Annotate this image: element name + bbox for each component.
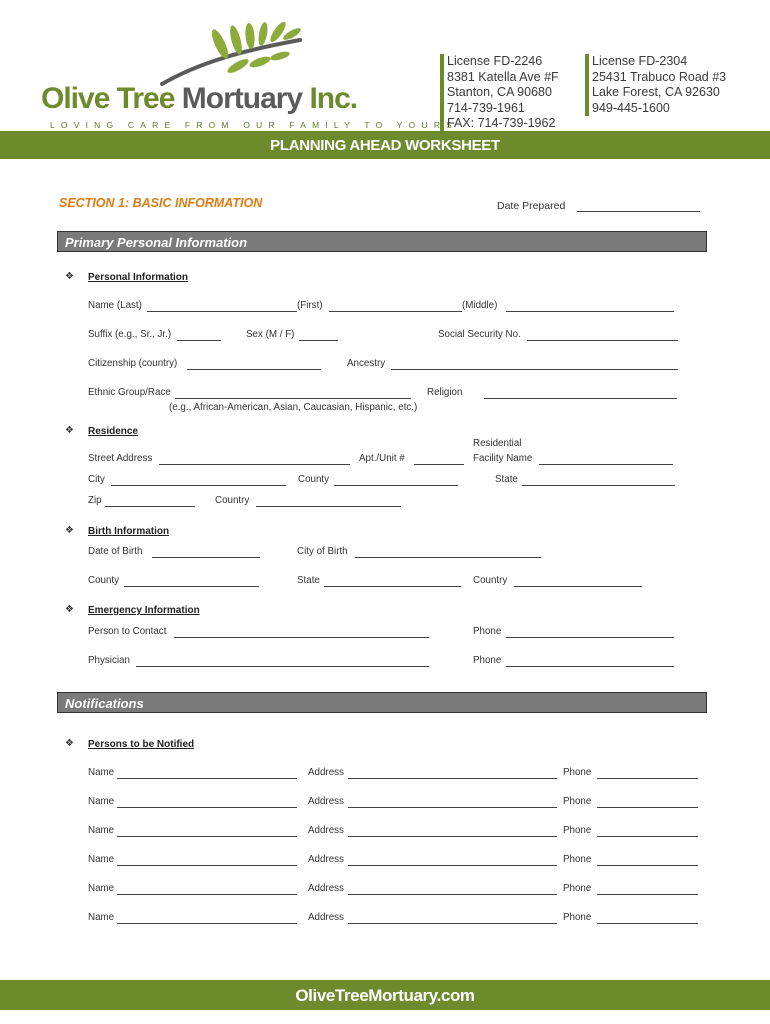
notify-phone-field[interactable] [597,923,698,924]
notify-address-label: Address [308,883,344,894]
ethnic-group-field[interactable] [175,398,411,399]
notify-name-field[interactable] [117,807,297,808]
diamond-bullet-icon: ❖ [65,738,74,749]
stanton-fax: FAX: 714-739-1962 [447,116,556,130]
notify-name-label: Name [88,883,115,894]
citizenship-label: Citizenship (country) [88,358,178,369]
notify-name-field[interactable] [117,836,297,837]
notify-phone-label: Phone [563,883,592,894]
notify-address-field[interactable] [348,923,557,924]
date-prepared-label: Date Prepared [497,200,566,212]
birth-date-label: Date of Birth [88,546,143,557]
birth-city-label: City of Birth [297,546,348,557]
birth-country-field[interactable] [514,586,642,587]
notify-phone-label: Phone [563,796,592,807]
notify-phone-label: Phone [563,854,592,865]
birth-state-field[interactable] [324,586,461,587]
contact-phone-field[interactable] [506,637,674,638]
notify-address-field[interactable] [348,894,557,895]
name-first-field[interactable] [329,311,462,312]
sex-field[interactable] [299,340,338,341]
zip-field[interactable] [105,506,195,507]
footer-website-bar [0,980,770,1010]
physician-phone-field[interactable] [506,666,674,667]
ethnic-group-note: (e.g., African-American, Asian, Caucasian, Hispanic, etc.) [169,402,418,413]
notify-address-field[interactable] [348,865,557,866]
citizenship-field[interactable] [187,369,321,370]
city-field[interactable] [111,485,286,486]
diamond-bullet-icon: ❖ [65,604,74,615]
country-field[interactable] [256,506,401,507]
lakeforest-phone: 949-445-1600 [592,100,670,115]
diamond-bullet-icon: ❖ [65,271,74,282]
lakeforest-city: Lake Forest, CA 92630 [592,85,720,99]
religion-label: Religion [427,387,463,398]
notify-name-label: Name [88,825,115,836]
name-middle-label: (Middle) [462,300,498,311]
notify-address-field[interactable] [348,778,557,779]
ethnic-group-label: Ethnic Group/Race [88,387,171,398]
name-middle-field[interactable] [506,311,674,312]
contact-block-lake-forest [585,54,726,116]
name-first-label: (First) [297,300,323,311]
residential-label-line1: Residential [473,438,522,449]
notify-name-field[interactable] [117,894,297,895]
birth-country-label: Country [473,575,508,586]
notify-address-label: Address [308,912,344,923]
ancestry-field[interactable] [391,369,678,370]
lakeforest-address: 25431 Trabuco Road #3 [592,69,727,84]
street-address-field[interactable] [159,464,350,465]
birth-city-field[interactable] [355,557,541,558]
facility-name-field[interactable] [539,464,673,465]
personal-info-heading: Personal Information [88,272,189,283]
physician-label: Physician [88,655,130,666]
notify-name-field[interactable] [117,778,297,779]
birth-county-label: County [88,575,120,586]
primary-info-bar: Primary Personal Information [57,231,707,252]
notify-phone-label: Phone [563,767,592,778]
ssn-field[interactable] [527,340,678,341]
lakeforest-license: License FD-2304 [592,54,688,68]
state-label: State [495,474,518,485]
notify-address-label: Address [308,796,344,807]
suffix-label: Suffix (e.g., Sr., Jr.) [88,329,172,340]
physician-phone-label: Phone [473,655,502,666]
emergency-info-heading: Emergency Information [88,605,200,616]
company-logo-wordmark [41,82,357,116]
notify-phone-field[interactable] [597,865,698,866]
suffix-field[interactable] [177,340,221,341]
country-label: Country [215,495,250,506]
apt-unit-field[interactable] [414,464,464,465]
sex-label: Sex (M / F) [246,329,295,340]
county-label: County [298,474,330,485]
notify-phone-field[interactable] [597,778,698,779]
residence-heading: Residence [88,426,139,437]
zip-label: Zip [88,495,102,506]
stanton-license: License FD-2246 [447,54,543,68]
notify-name-label: Name [88,767,115,778]
date-prepared-field[interactable] [577,211,700,212]
contact-person-field[interactable] [174,637,429,638]
city-label: City [88,474,105,485]
notify-name-label: Name [88,912,115,923]
logo-text-mortuary: Mortuary [181,82,303,115]
notify-address-field[interactable] [348,807,557,808]
notify-phone-field[interactable] [597,807,698,808]
name-last-field[interactable] [147,311,297,312]
company-tagline: LOVING CARE FROM OUR FAMILY TO YOURS [50,120,459,130]
section-1-title: SECTION 1: BASIC INFORMATION [59,196,263,210]
physician-field[interactable] [136,666,429,667]
website-link[interactable]: OliveTreeMortuary.com [295,986,475,1005]
notify-address-label: Address [308,825,344,836]
notify-name-label: Name [88,854,115,865]
diamond-bullet-icon: ❖ [65,525,74,536]
contact-phone-label: Phone [473,626,502,637]
facility-name-label: Facility Name [473,453,533,464]
birth-county-field[interactable] [124,586,259,587]
logo-text-olive-tree: Olive Tree [41,82,182,115]
notify-name-label: Name [88,796,115,807]
birth-date-field[interactable] [152,557,260,558]
name-last-label: Name (Last) [88,300,142,311]
birth-state-label: State [297,575,320,586]
contact-block-stanton [440,54,559,132]
stanton-phone: 714-739-1961 [447,100,525,115]
apt-unit-label: Apt./Unit # [359,453,405,464]
notify-address-label: Address [308,854,344,865]
notify-phone-field[interactable] [597,836,698,837]
notify-phone-label: Phone [563,825,592,836]
worksheet-title-bar: PLANNING AHEAD WORKSHEET [0,131,770,159]
religion-field[interactable] [484,398,677,399]
notify-phone-label: Phone [563,912,592,923]
contact-person-label: Person to Contact [88,626,167,637]
ssn-label: Social Security No. [438,329,521,340]
birth-info-heading: Birth Information [88,526,170,537]
notify-address-field[interactable] [348,836,557,837]
ancestry-label: Ancestry [347,358,386,369]
notifications-bar: Notifications [57,692,707,713]
notify-name-field[interactable] [117,865,297,866]
street-address-label: Street Address [88,453,153,464]
notify-address-label: Address [308,767,344,778]
county-field[interactable] [334,485,458,486]
state-field[interactable] [522,485,675,486]
notify-name-field[interactable] [117,923,297,924]
persons-notified-heading: Persons to be Notified [88,739,195,750]
notify-phone-field[interactable] [597,894,698,895]
stanton-city: Stanton, CA 90680 [447,85,552,99]
diamond-bullet-icon: ❖ [65,425,74,436]
logo-text-inc: Inc. [302,82,358,115]
stanton-address: 8381 Katella Ave #F [447,69,559,84]
